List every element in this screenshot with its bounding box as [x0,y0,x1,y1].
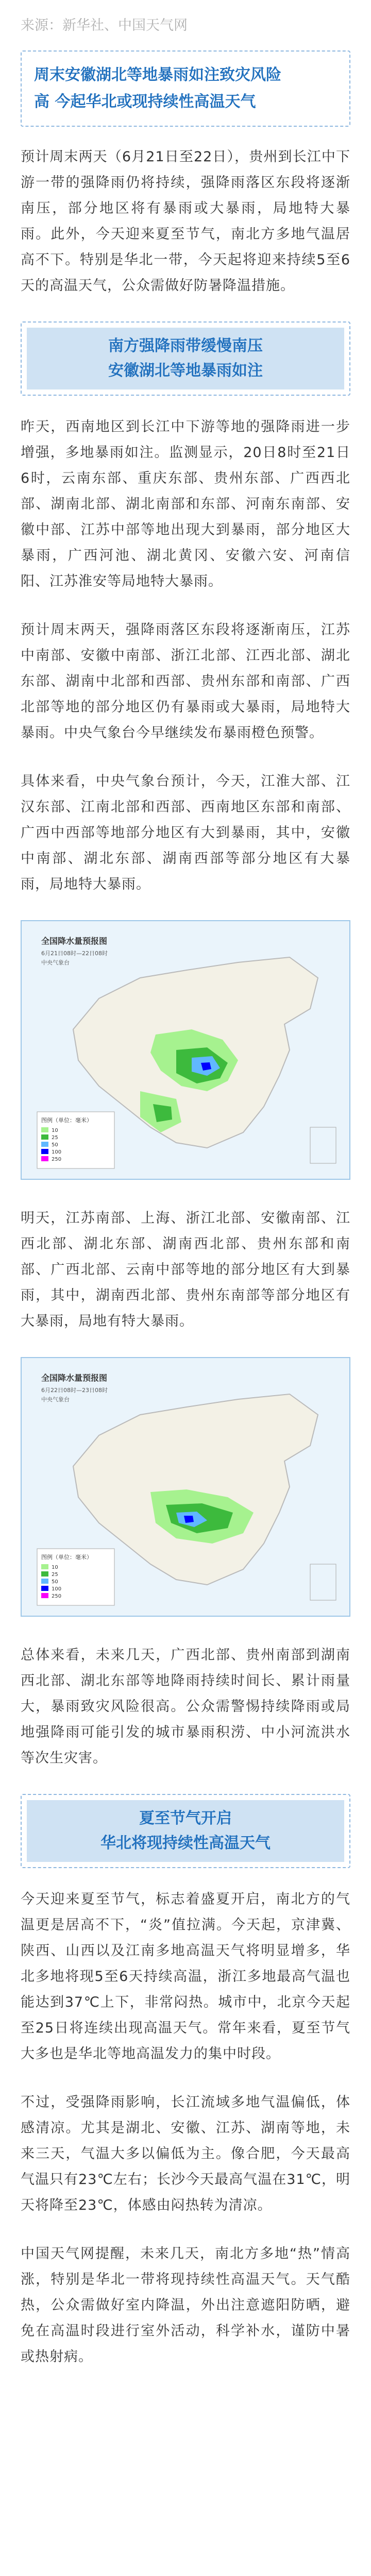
map-1-legend-title: 图例（单位：毫米） [41,1117,92,1124]
map-2-date: 6月22日08时—23日08时 [41,1387,108,1394]
paragraph-summary: 预计周末两天（6月21日至22日），贵州到长江中下游一带的强降雨仍将持续，强降雨落区东段将逐渐南压，部分地区将有暴雨或大暴雨，局地特大暴雨。此外，今天迎来夏至节气，南北方多地气温居高不下。特别是华北一带，今天起将迎来持续5至6天的高温天气，公众需做好防暑降温措施。 [21,149,350,294]
map-1-date: 6月21日08时—22日08时 [41,950,108,957]
map-2-legend-1: 10 [52,1565,58,1570]
precipitation-map-2-image [22,1358,349,1614]
section-heading-heat-line-2: 华北将现持续性高温天气 [100,1834,271,1852]
paragraph-risk-summary: 总体来看，未来几天，广西北部、贵州南部到湖南西北部、湖北东部等地降雨持续时间长、累计雨量大，暴雨致灾风险很高。公众需警惕持续降雨或局地强降雨可能引发的城市暴雨积涝、中小河流洪水等次生灾害。 [21,1647,350,1766]
paragraph-summer-solstice: 今天迎来夏至节气，标志着盛夏开启，南北方的气温更是居高不下，“炎”值拉满。今天起，京津冀、陕西、山西以及江南多地高温天气将明显增多，华北多地将现5至6天持续高温，浙江多地最高气温也能达到37℃上下，非常闷热。城市中，北京今天起至25日将连续出现高温天气。常年来看，夏至节气大多也是华北等地高温发力的集中时段。 [21,1891,350,2062]
map-1-legend-4: 100 [52,1149,62,1155]
section-heading-heat-line-1: 夏至节气开启 [139,1809,232,1827]
map-2-legend-title: 图例（单位：毫米） [41,1554,92,1561]
section-heading-rain-line-1: 南方强降雨带缓慢南压 [108,337,263,355]
precipitation-map-1 [21,920,350,1180]
map-1-issuer: 中央气象台 [41,959,70,966]
paragraph-forecast-today: 具体来看，中央气象台预计，今天，江淮大部、江汉东部、江南北部和西部、西南地区东部和南部、广西中西部等地部分地区有大到暴雨，其中，安徽中南部、湖北东部、湖南西部等部分地区有大暴雨，局地特大暴雨。 [21,773,350,892]
map-2-issuer: 中央气象台 [41,1396,70,1403]
paragraph-reminder: 中国天气网提醒，未来几天，南北方多地“热”情高涨，特别是华北一带将现持续性高温天气。天气酷热，公众需做好室内降温，外出注意遮阳防晒，避免在高温时段进行室外活动，科学补水，谨防中暑或热射病。 [21,2246,350,2365]
map-1-title: 全国降水量预报图 [41,936,108,946]
paragraph-forecast-weekend: 预计周末两天，强降雨落区东段将逐渐南压，江苏中南部、安徽中南部、浙江北部、江西北部、湖北东部、湖南中北部和西部、贵州东部和南部、广西北部等地的部分地区仍有暴雨或大暴雨，局地特大暴雨。中央气象台今早继续发布暴雨橙色预警。 [21,622,350,741]
map-1-legend-5: 250 [52,1157,62,1162]
paragraph-yangtze-cool: 不过，受强降雨影响，长江流域多地气温偏低，体感清凉。尤其是湖北、安徽、江苏、湖南等地，未来三天，气温大多以偏低为主。像合肥，今天最高气温只有23℃左右；长沙今天最高气温在31℃，明天将降至23℃，体感由闷热转为清凉。 [21,2094,350,2213]
map-1-legend-3: 50 [52,1142,58,1148]
map-2-legend-4: 100 [52,1586,62,1592]
precipitation-map-2 [21,1357,350,1617]
lead-line-2: 高 今起华北或现持续性高温天气 [34,93,256,111]
lead-box [21,50,350,127]
map-2-legend-3: 50 [52,1579,58,1585]
section-heading-rain [21,321,350,396]
paragraph-observation: 昨天，西南地区到长江中下游等地的强降雨进一步增强，多地暴雨如注。监测显示，20日8时至21日6时，云南东部、重庆东部、贵州东部、广西西北部、湖南北部、湖北南部和东部、河南东南部、安徽中部、江苏中部等地出现大到暴雨，部分地区大暴雨，广西河池、湖北黄冈、安徽六安、河南信阳、江苏淮安等局地特大暴雨。 [21,419,350,589]
map-1-legend-1: 10 [52,1128,58,1133]
lead-line-1: 周末安徽湖北等地暴雨如注致灾风险 [34,66,281,84]
map-2-title: 全国降水量预报图 [41,1373,108,1383]
precipitation-map-1-image [22,921,349,1177]
article-source: 来源：新华社、中国天气网 [21,18,188,33]
map-2-legend-2: 25 [52,1572,58,1578]
paragraph-forecast-tomorrow: 明天，江苏南部、上海、浙江北部、安徽南部、江西北部、湖北东部、湖南西北部、贵州东部和南部、广西北部、云南中部等地的部分地区有大到暴雨，其中，湖南西北部、贵州东南部等部分地区有大暴雨，局地有特大暴雨。 [21,1210,350,1329]
section-heading-rain-line-2: 安徽湖北等地暴雨如注 [108,362,263,380]
section-heading-heat [21,1794,350,1868]
map-2-legend-5: 250 [52,1594,62,1599]
map-1-legend-2: 25 [52,1135,58,1141]
